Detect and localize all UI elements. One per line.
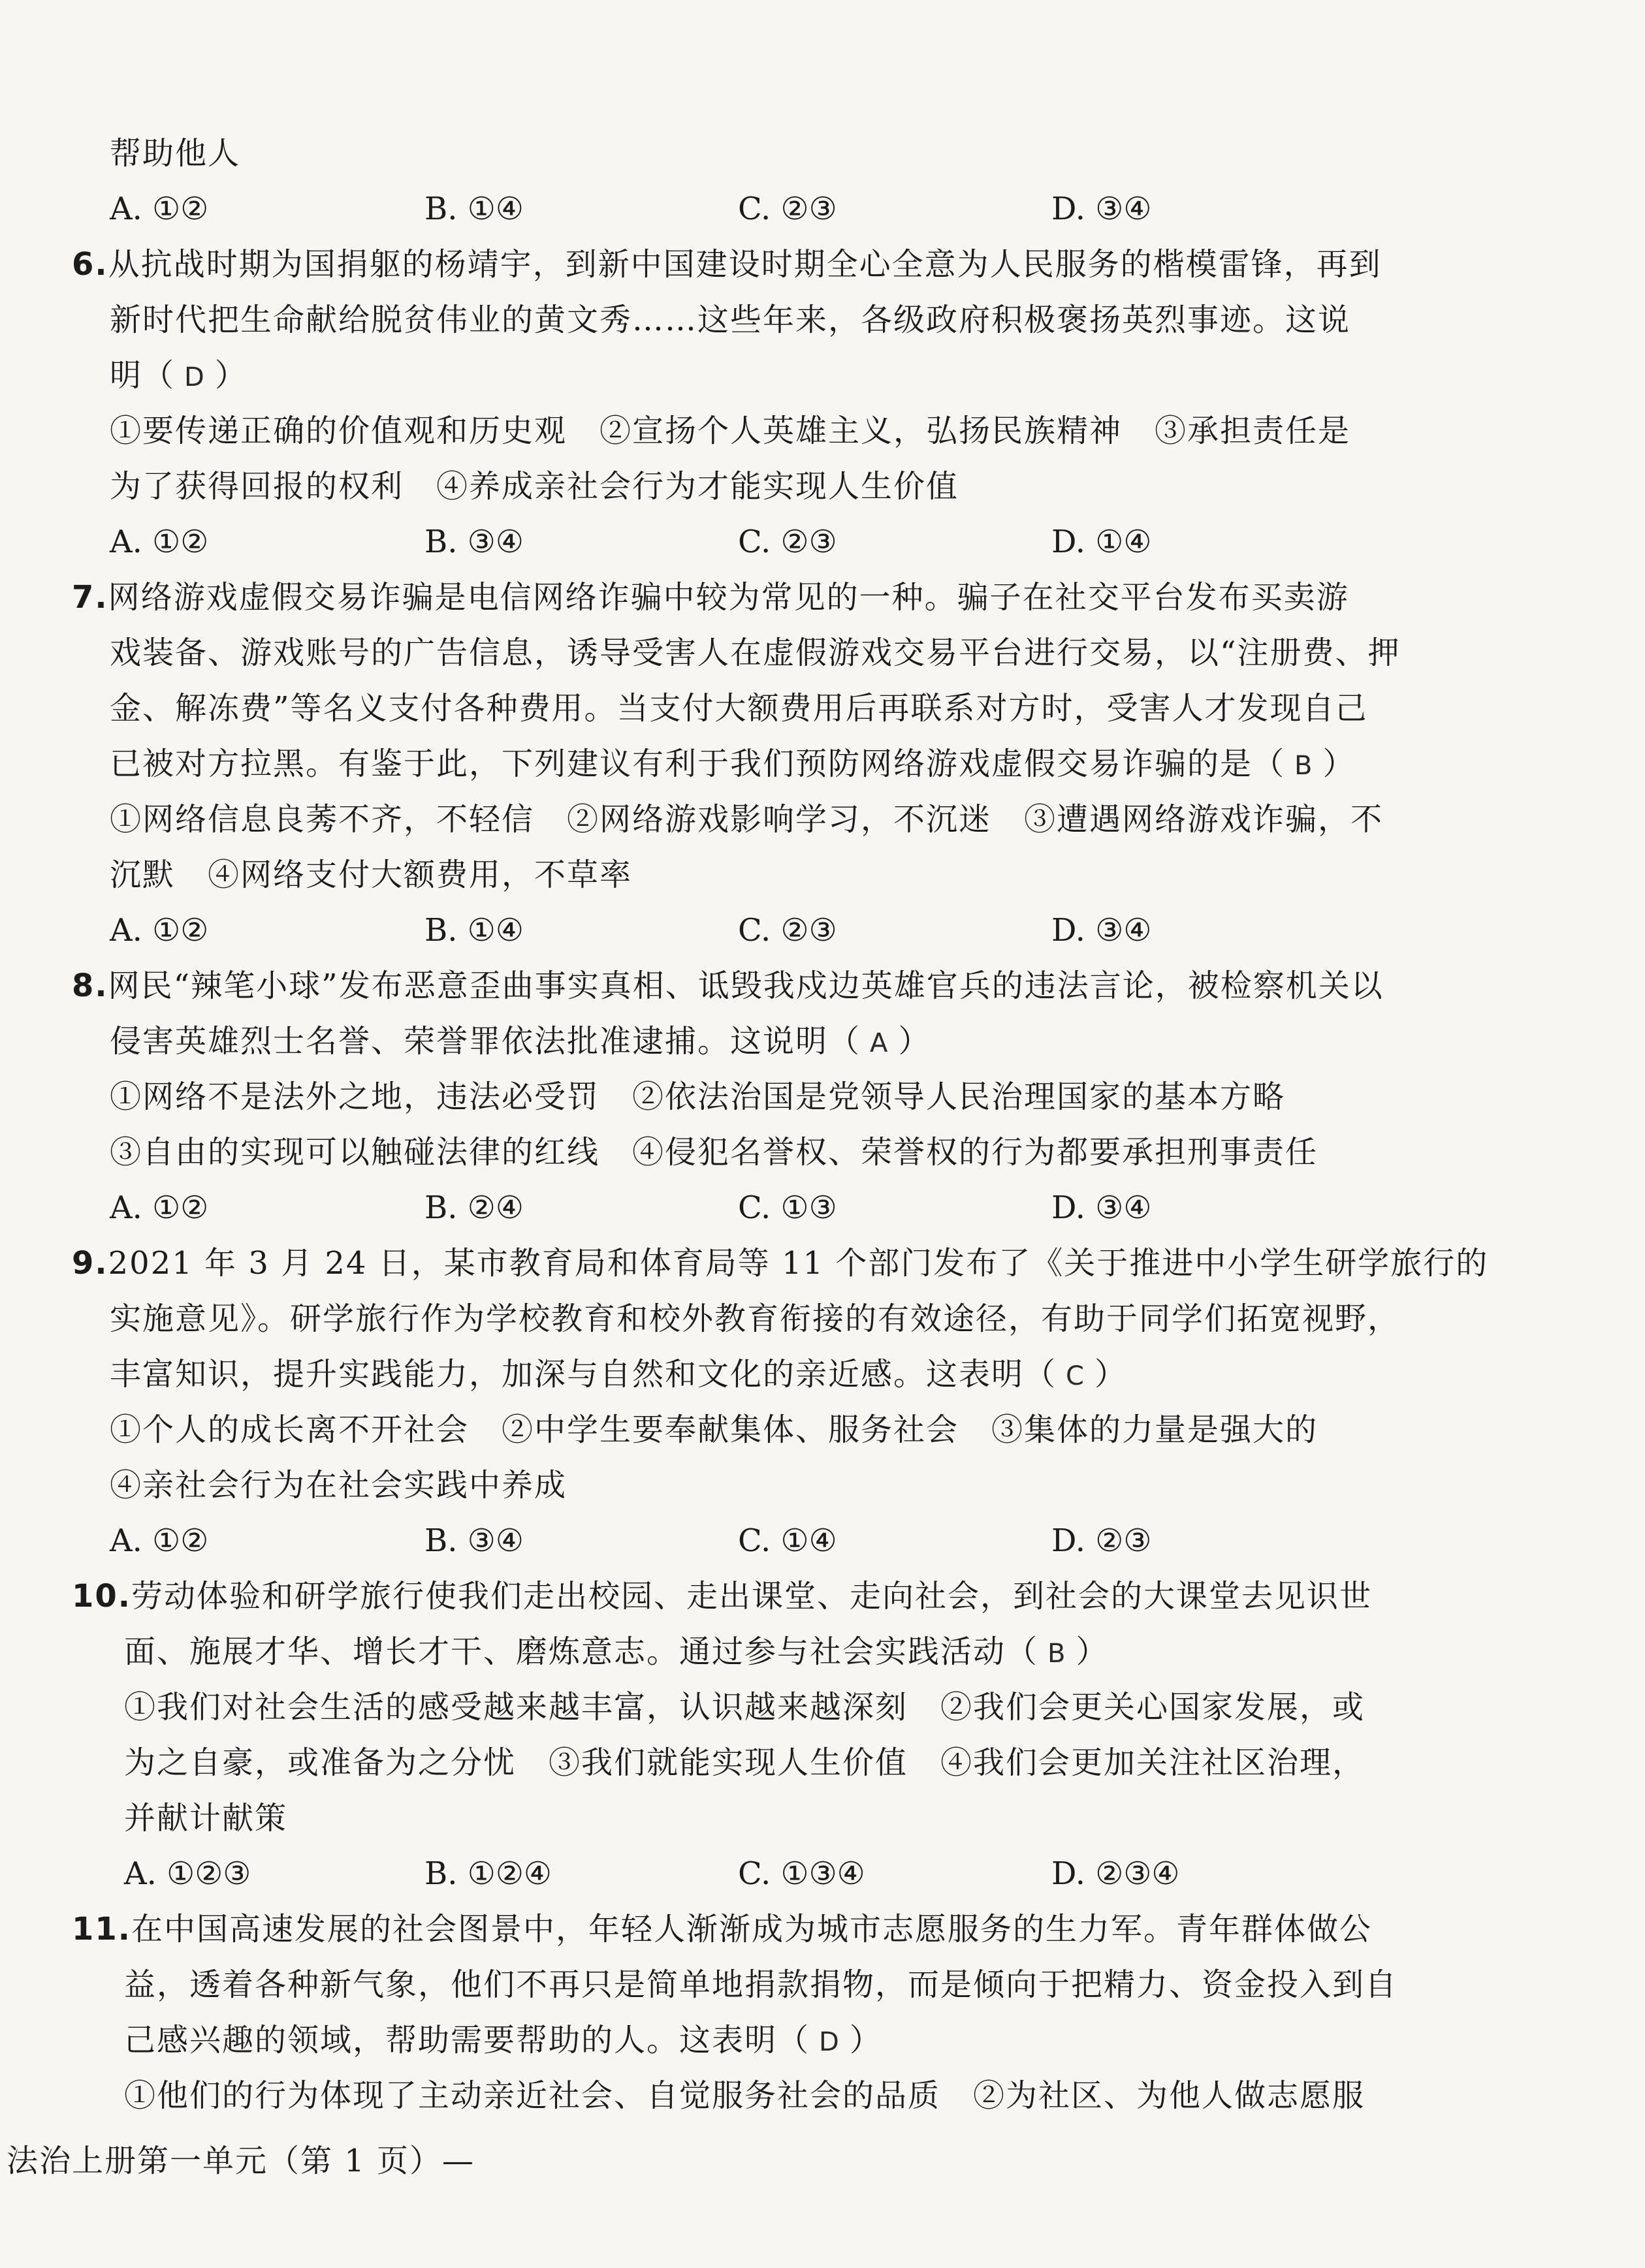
option-a: A. ①② bbox=[110, 1522, 209, 1559]
question-line: ③自由的实现可以触碰法律的红线 ④侵犯名誉权、荣誉权的行为都要承担刑事责任 bbox=[110, 1134, 1318, 1171]
question-line: 为之自豪，或准备为之分忧 ③我们就能实现人生价值 ④我们会更加关注社区治理， bbox=[124, 1744, 1366, 1781]
answer-paren: ） bbox=[214, 357, 248, 394]
answer-paren: ） bbox=[1322, 746, 1356, 782]
question-line: 实施意见》。研学旅行作为学校教育和校外教育衔接的有效途径，有助于同学们拓宽视野， bbox=[110, 1300, 1401, 1337]
question-line: 2021 年 3 月 24 日，某市教育局和体育局等 11 个部门发布了《关于推进中小学生研学旅行的 bbox=[108, 1245, 1489, 1282]
question-line: 己感兴趣的领域，帮助需要帮助的人。这表明（ bbox=[124, 2022, 810, 2058]
question-number: 8. bbox=[72, 968, 108, 1004]
question-line: 已被对方拉黑。有鉴于此，下列建议有利于我们预防网络游戏虚假交易诈骗的是（ bbox=[110, 746, 1286, 782]
option-d: D. ③④ bbox=[1051, 1189, 1152, 1226]
question-line: 丰富知识，提升实践能力，加深与自然和文化的亲近感。这表明（ bbox=[110, 1356, 1057, 1393]
question-line: 侵害英雄烈士名誉、荣誉罪依法批准逮捕。这说明（ bbox=[110, 1023, 861, 1060]
question-line: 从抗战时期为国捐躯的杨靖宇，到新中国建设时期全心全意为人民服务的楷模雷锋，再到 bbox=[108, 246, 1382, 283]
option-a: A. ①②③ bbox=[124, 1855, 251, 1892]
option-c: C. ②③ bbox=[738, 912, 837, 949]
option-c: C. ②③ bbox=[738, 524, 837, 560]
question-line: 金、解冻费”等名义支付各种费用。当支付大额费用后再联系对方时，受害人才发现自己 bbox=[110, 690, 1368, 727]
option-b: B. ②④ bbox=[424, 1189, 524, 1226]
answer-mark: D bbox=[819, 2027, 840, 2057]
question-line: ①个人的成长离不开社会 ②中学生要奉献集体、服务社会 ③集体的力量是强大的 bbox=[110, 1411, 1318, 1448]
fragment-text: 帮助他人 bbox=[110, 135, 241, 172]
answer-paren: ） bbox=[898, 1023, 931, 1060]
question-line: ①他们的行为体现了主动亲近社会、自觉服务社会的品质 ②为社区、为他人做志愿服 bbox=[124, 2077, 1366, 2114]
option-c: C. ①③ bbox=[738, 1189, 837, 1226]
question-line: 为了获得回报的权利 ④养成亲社会行为才能实现人生价值 bbox=[110, 468, 959, 505]
question-line: 明（ bbox=[110, 357, 176, 394]
question-line: ①网络不是法外之地，违法必受罚 ②依法治国是党领导人民治理国家的基本方略 bbox=[110, 1079, 1286, 1115]
option-a: A. ①② bbox=[110, 1189, 209, 1226]
question-line: 戏装备、游戏账号的广告信息，诱导受害人在虚假游戏交易平台进行交易，以“注册费、押 bbox=[110, 635, 1401, 671]
answer-paren: ） bbox=[1076, 1633, 1109, 1670]
option-a: A. ①② bbox=[110, 524, 209, 560]
question-line: ①要传递正确的价值观和历史观 ②宣扬个人英雄主义，弘扬民族精神 ③承担责任是 bbox=[110, 413, 1351, 449]
option-b: B. ①④ bbox=[424, 912, 524, 949]
question-line: 并献计献策 bbox=[124, 1800, 288, 1836]
page-footer: 法治上册第一单元（第 1 页）— bbox=[7, 2143, 475, 2179]
question-line: 益，透着各种新气象，他们不再只是简单地捐款捐物，而是倾向于把精力、资金投入到自 bbox=[124, 1966, 1398, 2003]
option-d: D. ③④ bbox=[1051, 191, 1152, 227]
question-line: 面、施展才华、增长才干、磨炼意志。通过参与社会实践活动（ bbox=[124, 1633, 1039, 1670]
option-c: C. ②③ bbox=[738, 191, 837, 227]
answer-mark: B bbox=[1047, 1639, 1067, 1669]
answer-mark: B bbox=[1294, 751, 1314, 781]
answer-mark: A bbox=[870, 1028, 889, 1058]
option-d: D. ③④ bbox=[1051, 912, 1152, 949]
option-b: B. ①②④ bbox=[424, 1855, 552, 1892]
option-b: B. ③④ bbox=[424, 1522, 524, 1559]
question-line: ①网络信息良莠不齐，不轻信 ②网络游戏影响学习，不沉迷 ③遭遇网络游戏诈骗，不 bbox=[110, 801, 1384, 838]
question-line: ①我们对社会生活的感受越来越丰富，认识越来越深刻 ②我们会更关心国家发展，或 bbox=[124, 1689, 1366, 1725]
question-number: 11. bbox=[72, 1911, 132, 1947]
question-number: 7. bbox=[72, 579, 108, 616]
question-line: 沉默 ④网络支付大额费用，不草率 bbox=[110, 857, 633, 893]
question-number: 10. bbox=[72, 1578, 132, 1614]
question-line: 新时代把生命献给脱贫伟业的黄文秀……这些年来，各级政府积极褒扬英烈事迹。这说 bbox=[110, 302, 1351, 338]
option-c: C. ①③④ bbox=[738, 1855, 865, 1892]
question-line: ④亲社会行为在社会实践中养成 bbox=[110, 1467, 567, 1504]
answer-paren: ） bbox=[1094, 1356, 1127, 1393]
option-d: D. ①④ bbox=[1051, 524, 1152, 560]
question-number: 6. bbox=[72, 246, 108, 283]
option-a: A. ①② bbox=[110, 191, 209, 227]
option-b: B. ①④ bbox=[424, 191, 524, 227]
question-line: 网络游戏虚假交易诈骗是电信网络诈骗中较为常见的一种。骗子在社交平台发布买卖游 bbox=[108, 579, 1349, 616]
question-line: 网民“辣笔小球”发布恶意歪曲事实真相、诋毁我戍边英雄官兵的违法言论，被检察机关以 bbox=[108, 968, 1384, 1004]
answer-paren: ） bbox=[849, 2022, 882, 2058]
question-number: 9. bbox=[72, 1245, 108, 1282]
question-line: 在中国高速发展的社会图景中，年轻人渐渐成为城市志愿服务的生力军。青年群体做公 bbox=[131, 1911, 1373, 1947]
option-b: B. ③④ bbox=[424, 524, 524, 560]
option-d: D. ②③④ bbox=[1051, 1855, 1180, 1892]
answer-mark: D bbox=[184, 362, 206, 392]
option-a: A. ①② bbox=[110, 912, 209, 949]
question-line: 劳动体验和研学旅行使我们走出校园、走出课堂、走向社会，到社会的大课堂去见识世 bbox=[131, 1578, 1373, 1614]
option-c: C. ①④ bbox=[738, 1522, 837, 1559]
answer-mark: C bbox=[1066, 1361, 1085, 1391]
option-d: D. ②③ bbox=[1051, 1522, 1152, 1559]
